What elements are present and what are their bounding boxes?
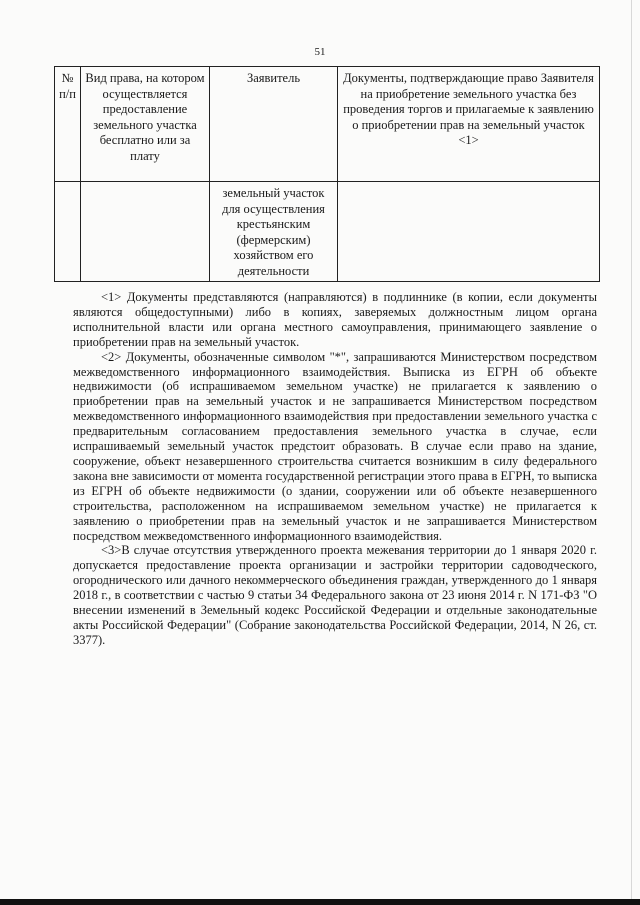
header-documents: Документы, подтверждающие право Заявителя на приобретение земельного участка без проведения торгов и прилагаемые к заявлению о приобретении прав на земельный участок <1>: [338, 67, 600, 182]
cell-documents: [338, 182, 600, 282]
cell-num: [55, 182, 81, 282]
cell-right-type: [81, 182, 210, 282]
header-num: № п/п: [55, 67, 81, 182]
cell-applicant: земельный участок для осуществления крестьянским (фермерским) хозяйством его деятельности: [210, 182, 338, 282]
documents-table: [54, 66, 600, 282]
table-row: [55, 182, 600, 282]
header-right-type: Вид права, на котором осуществляется предоставление земельного участка бесплатно или за плату: [81, 67, 210, 182]
scan-bottom-border: [0, 899, 640, 905]
footnotes: [73, 290, 597, 648]
header-applicant: Заявитель: [210, 67, 338, 182]
page-number: 51: [314, 46, 326, 58]
table-header-row: [55, 67, 600, 182]
footnote-3: <3>В случае отсутствия утвержденного проекта межевания территории до 1 января 2020 г. допускается предоставление проекта организации и застройки территории садоводческого, огороднического или дачного некоммерческого объединения граждан, утвержденного до 1 января 2018 г., в соответствии с частью 9 статьи 34 Федерального закона от 23 июня 2014 г. N 171-ФЗ "О внесении изменений в Земельный кодекс Российской Федерации и отдельные законодательные акты Российской Федерации" (Собрание законодательства Российской Федерации, 2014, N 26, ст. 3377).: [73, 543, 597, 647]
footnote-2: <2> Документы, обозначенные символом "*", запрашиваются Министерством посредством межведомственного информационного взаимодействия. Выписка из ЕГРН об объекте недвижимости (об испрашиваемом земельном участке) не прилагается к заявлению о приобретении прав на земельный участок и не запрашивается Министерством посредством межведомственного информационного взаимодействия при предоставлении земельного участка с предварительным согласованием предоставления земельного участка в случае, если испрашиваемый земельный участок предстоит образовать. В случае если право на здание, сооружение, объект незавершенного строительства считается возникшим в силу федерального закона вне зависимости от момента государственной регистрации этого права в ЕГРН, то выписка из ЕГРН об объекте недвижимости (о здании, сооружении или об объекте незавершенного строительства, расположенном на испрашиваемом земельном участке) не прилагается к заявлению о приобретении прав на земельный участок и не запрашивается Министерством посредством межведомственного информационного взаимодействия.: [73, 349, 597, 543]
footnote-1: <1> Документы представляются (направляются) в подлиннике (в копии, если документы являются общедоступными) либо в копиях, заверяемых должностным лицом органа исполнительной власти или органа местного самоуправления, принимающего заявление о приобретении прав на земельный участок.: [73, 290, 597, 349]
scan-edge: [631, 0, 632, 905]
